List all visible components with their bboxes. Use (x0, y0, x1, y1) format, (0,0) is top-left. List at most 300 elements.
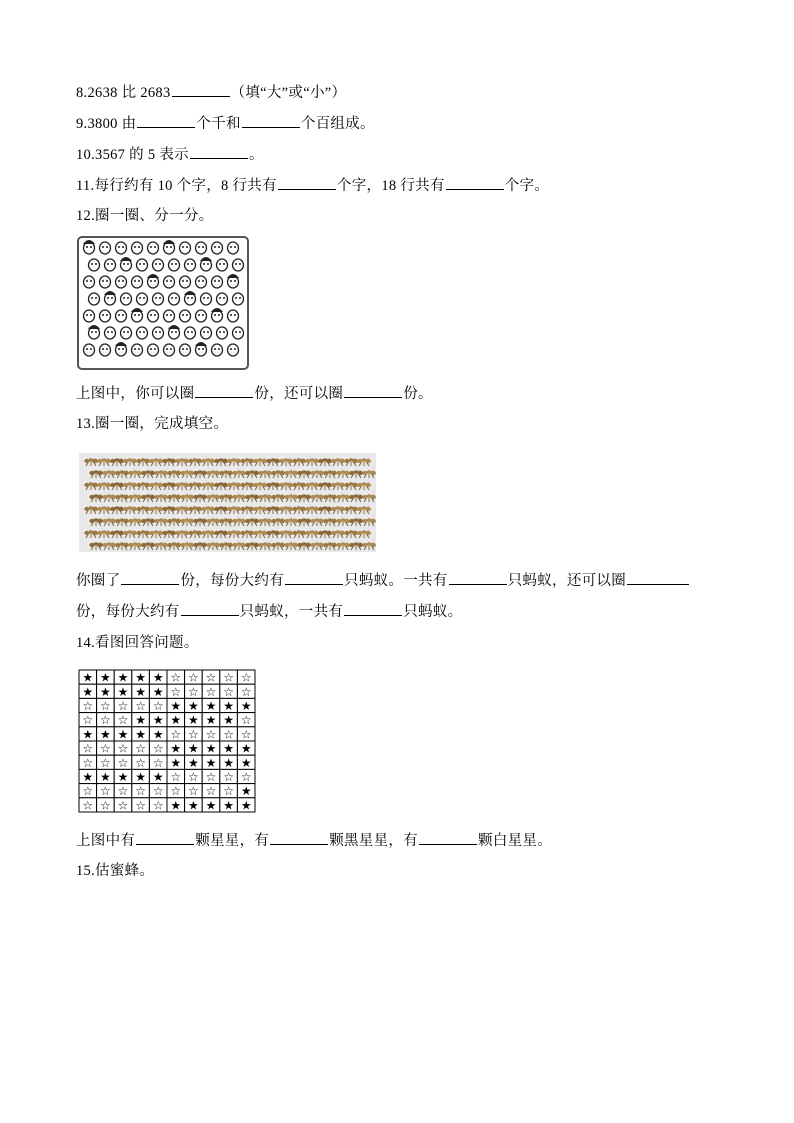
black-star-icon: ★ (240, 741, 252, 756)
ant-icon (318, 458, 332, 466)
face-eye (86, 246, 88, 248)
face-icon (153, 259, 164, 271)
face-eye (214, 314, 216, 316)
ant-icon (232, 542, 246, 550)
black-star-icon: ★ (205, 699, 217, 713)
face-icon (228, 310, 239, 322)
white-star-icon: ☆ (82, 713, 94, 728)
face-eye (175, 263, 177, 265)
face-eye (154, 280, 156, 282)
face-eye (235, 331, 237, 333)
ant-icon (271, 494, 285, 502)
ant-icon (175, 530, 189, 538)
face-eye (91, 297, 93, 299)
face-eye (107, 331, 109, 333)
face-icon (164, 276, 175, 288)
face-eye (95, 263, 97, 265)
ant-icon (232, 470, 246, 478)
umbrella-icon (104, 291, 116, 295)
answer-blank[interactable] (419, 830, 477, 845)
face-icon (105, 259, 116, 271)
ant-icon (141, 470, 155, 478)
face-eye (91, 331, 93, 333)
white-star-icon: ☆ (240, 684, 252, 699)
face-eye (198, 280, 200, 282)
face-icon (169, 259, 180, 271)
ant-icon (292, 530, 306, 538)
face-eye (202, 280, 204, 282)
white-star-icon: ☆ (117, 699, 129, 713)
black-star-icon: ★ (223, 798, 234, 813)
ant-icon (271, 542, 285, 550)
face-eye (111, 331, 113, 333)
face-eye (239, 297, 241, 299)
white-star-icon: ☆ (152, 798, 164, 813)
black-star-icon: ★ (205, 755, 217, 770)
ant-icon (219, 542, 233, 550)
ant-icon (362, 542, 376, 550)
ant-icon (154, 494, 168, 502)
ant-icon (331, 458, 345, 466)
face-eye (107, 297, 109, 299)
face-eye (218, 314, 220, 316)
black-star-icon: ★ (240, 699, 252, 713)
ant-icon (89, 518, 103, 526)
white-star-icon: ☆ (152, 755, 164, 770)
ant-icon (258, 470, 272, 478)
ant-icon (201, 482, 215, 490)
umbrella-icon (163, 240, 175, 244)
answer-blank[interactable] (344, 383, 402, 398)
ant-icon (362, 470, 376, 478)
black-star-icon: ★ (100, 727, 111, 742)
black-star-icon: ★ (152, 684, 164, 699)
ant-icon (284, 542, 298, 550)
face-eye (150, 280, 152, 282)
face-eye (143, 297, 145, 299)
face-icon (185, 327, 196, 339)
face-icon (89, 293, 100, 305)
umbrella-icon (227, 274, 239, 278)
black-star-icon: ★ (205, 741, 217, 756)
face-eye (134, 348, 136, 350)
star-grid (78, 669, 256, 813)
face-icon (196, 242, 207, 254)
face-eye (154, 246, 156, 248)
ant-icon (305, 506, 319, 514)
face-icon (212, 242, 223, 254)
black-star-icon: ★ (117, 684, 129, 699)
ant-icon (149, 506, 163, 514)
ant-icon (89, 542, 103, 550)
ant-icon (279, 482, 293, 490)
ant-icon (331, 530, 345, 538)
face-eye (122, 348, 124, 350)
ant-icon (180, 518, 194, 526)
face-eye (187, 263, 189, 265)
ant-icon (331, 482, 345, 490)
question-13-answer-line1: 你圈了 份，每份大约有 只蚂蚁。一共有 只蚂蚁，还可以圈 (76, 570, 690, 591)
ant-icon (323, 542, 337, 550)
ant-icon (362, 494, 376, 502)
ant-icon (253, 530, 267, 538)
answer-blank[interactable] (136, 830, 194, 845)
ant-icon (115, 494, 128, 502)
black-star-icon: ★ (152, 770, 164, 784)
ant-icon (154, 470, 168, 478)
ant-icon (227, 482, 241, 490)
face-eye (171, 263, 173, 265)
umbrella-icon (211, 308, 223, 312)
face-icon (121, 293, 132, 305)
face-eye (86, 348, 88, 350)
black-star-icon: ★ (170, 713, 182, 728)
ants-picture (79, 453, 376, 552)
face-icon (132, 344, 143, 356)
face-icon (137, 293, 148, 305)
face-eye (171, 331, 173, 333)
face-icon (185, 259, 196, 271)
black-star-icon: ★ (82, 770, 94, 784)
white-star-icon: ☆ (135, 784, 146, 799)
answer-blank[interactable] (190, 144, 248, 159)
ant-icon (292, 506, 306, 514)
answer-blank[interactable] (242, 113, 300, 128)
face-eye (223, 263, 225, 265)
face-eye (223, 297, 225, 299)
face-eye (95, 331, 97, 333)
ant-icon (297, 542, 311, 550)
black-star-icon: ★ (135, 770, 146, 784)
ant-icon (167, 518, 181, 526)
face-icon (132, 276, 143, 288)
ant-icon (175, 458, 189, 466)
ant-icon (357, 506, 371, 514)
black-star-icon: ★ (188, 699, 199, 713)
face-eye (203, 297, 205, 299)
answer-blank[interactable] (278, 175, 336, 190)
face-eye (102, 314, 104, 316)
face-eye (91, 263, 93, 265)
face-eye (186, 314, 188, 316)
ant-icon (128, 470, 142, 478)
ant-icon (305, 458, 319, 466)
ant-icon (154, 518, 168, 526)
face-eye (170, 314, 172, 316)
ant-icon (84, 530, 98, 538)
ant-icon (193, 494, 207, 502)
answer-blank[interactable] (137, 113, 195, 128)
face-icon (164, 310, 175, 322)
black-star-icon: ★ (205, 798, 217, 813)
black-star-icon: ★ (100, 684, 111, 699)
white-star-icon: ☆ (240, 727, 252, 742)
white-star-icon: ☆ (188, 670, 199, 685)
umbrella-icon (184, 291, 196, 295)
ant-icon (227, 530, 241, 538)
face-eye (230, 348, 232, 350)
face-eye (234, 280, 236, 282)
white-star-icon: ☆ (205, 784, 217, 799)
face-icon (233, 293, 244, 305)
ant-icon (344, 530, 358, 538)
ant-icon (219, 518, 233, 526)
face-eye (143, 331, 145, 333)
ant-icon (206, 470, 220, 478)
face-eye (175, 297, 177, 299)
face-eye (150, 246, 152, 248)
ant-icon (284, 494, 298, 502)
ant-icon (253, 506, 267, 514)
face-icon (153, 327, 164, 339)
face-eye (223, 331, 225, 333)
ant-icon (206, 518, 220, 526)
question-8: 8.2638 比 2683 （填“大”或“小”） (76, 82, 346, 103)
ant-icon (123, 506, 136, 514)
ant-icon (214, 458, 228, 466)
white-star-icon: ☆ (240, 770, 252, 784)
white-star-icon: ☆ (82, 741, 94, 756)
white-star-icon: ☆ (100, 741, 111, 756)
ant-icon (188, 530, 202, 538)
white-star-icon: ☆ (135, 798, 146, 813)
white-star-icon: ☆ (100, 713, 111, 728)
face-icon (132, 242, 143, 254)
ant-icon (206, 494, 220, 502)
white-star-icon: ☆ (223, 784, 234, 799)
ant-icon (219, 470, 233, 478)
ant-icon (162, 506, 176, 514)
ant-icon (97, 506, 111, 514)
face-icon (180, 344, 191, 356)
ant-icon (271, 470, 285, 478)
face-eye (218, 246, 220, 248)
face-eye (106, 348, 108, 350)
ant-icon (297, 470, 311, 478)
face-icon (217, 259, 228, 271)
answer-blank[interactable] (344, 601, 402, 616)
face-eye (155, 263, 157, 265)
face-eye (170, 348, 172, 350)
face-eye (191, 263, 193, 265)
answer-blank[interactable] (121, 570, 179, 585)
face-eye (191, 297, 193, 299)
face-eye (170, 280, 172, 282)
face-icon (116, 276, 127, 288)
question-9: 9.3800 由 个千和 个百组成。 (76, 113, 375, 134)
black-star-icon: ★ (117, 727, 129, 742)
face-eye (218, 280, 220, 282)
ant-icon (297, 494, 311, 502)
ant-icon (279, 530, 293, 538)
face-icon (84, 310, 95, 322)
face-icon (164, 344, 175, 356)
ant-icon (141, 518, 155, 526)
face-eye (111, 263, 113, 265)
ant-icon (357, 458, 371, 466)
white-star-icon: ☆ (205, 670, 217, 685)
face-eye (239, 331, 241, 333)
face-icon (148, 242, 159, 254)
face-eye (102, 246, 104, 248)
face-eye (159, 263, 161, 265)
ant-icon (102, 518, 116, 526)
ant-icon (84, 482, 98, 490)
ant-icon (193, 542, 207, 550)
white-star-icon: ☆ (117, 741, 129, 756)
white-star-icon: ☆ (152, 741, 164, 756)
question-13-answer-line2: 份，每份大约有 只蚂蚁，一共有 只蚂蚁。 (76, 601, 462, 622)
face-icon (137, 327, 148, 339)
white-star-icon: ☆ (82, 784, 94, 799)
answer-blank[interactable] (270, 830, 328, 845)
ant-icon (232, 494, 246, 502)
ant-icon (336, 494, 350, 502)
face-eye (102, 280, 104, 282)
face-eye (198, 314, 200, 316)
face-eye (127, 263, 129, 265)
ant-icon (344, 458, 358, 466)
ant-icon (344, 506, 358, 514)
umbrella-icon (131, 308, 143, 312)
face-eye (150, 314, 152, 316)
question-14-answer: 上图中有 颗星星，有 颗黑星星，有 颗白星星。 (76, 830, 552, 851)
ant-icon (97, 482, 111, 490)
black-star-icon: ★ (188, 741, 199, 756)
white-star-icon: ☆ (82, 699, 94, 713)
umbrella-icon (120, 257, 132, 261)
face-eye (118, 246, 120, 248)
white-star-icon: ☆ (135, 699, 146, 713)
face-eye (106, 280, 108, 282)
white-star-icon: ☆ (170, 784, 182, 799)
ant-icon (188, 458, 202, 466)
ant-icon (214, 506, 228, 514)
ant-icon (193, 518, 207, 526)
ant-icon (318, 482, 332, 490)
ant-icon (115, 518, 128, 526)
face-eye (134, 246, 136, 248)
ant-icon (227, 458, 241, 466)
black-star-icon: ★ (170, 798, 182, 813)
ant-icon (240, 530, 254, 538)
face-eye (230, 246, 232, 248)
black-star-icon: ★ (223, 755, 234, 770)
face-eye (95, 297, 97, 299)
ant-icon (310, 518, 324, 526)
face-eye (123, 331, 125, 333)
ant-icon (240, 482, 254, 490)
face-eye (134, 314, 136, 316)
face-eye (166, 348, 168, 350)
face-eye (118, 280, 120, 282)
ant-icon (362, 518, 376, 526)
black-star-icon: ★ (152, 727, 164, 742)
white-star-icon: ☆ (82, 755, 94, 770)
ant-icon (102, 494, 116, 502)
face-eye (150, 348, 152, 350)
ant-icon (136, 458, 150, 466)
face-icon (84, 276, 95, 288)
ant-icon (201, 458, 215, 466)
face-eye (159, 297, 161, 299)
face-eye (239, 263, 241, 265)
face-eye (122, 246, 124, 248)
answer-blank[interactable] (449, 570, 507, 585)
faces-picture (77, 236, 249, 370)
ant-icon (349, 542, 363, 550)
ant-icon (162, 458, 176, 466)
face-icon (180, 310, 191, 322)
face-eye (186, 246, 188, 248)
face-eye (235, 297, 237, 299)
question-12-title: 12.圈一圈、分一分。 (76, 208, 214, 224)
answer-blank[interactable] (627, 570, 689, 585)
face-eye (234, 246, 236, 248)
ant-icon (331, 506, 345, 514)
answer-blank[interactable] (195, 383, 253, 398)
ant-icon (97, 530, 111, 538)
question-10: 10.3567 的 5 表示 。 (76, 144, 264, 165)
face-eye (198, 246, 200, 248)
ant-icon (279, 506, 293, 514)
ant-icon (141, 494, 155, 502)
answer-blank[interactable] (285, 570, 343, 585)
face-eye (187, 331, 189, 333)
face-eye (90, 348, 92, 350)
white-star-icon: ☆ (170, 770, 182, 784)
face-eye (127, 331, 129, 333)
black-star-icon: ★ (170, 741, 182, 756)
face-eye (198, 348, 200, 350)
black-star-icon: ★ (223, 713, 234, 728)
ant-icon (128, 518, 142, 526)
answer-blank[interactable] (172, 82, 230, 97)
ant-icon (89, 494, 103, 502)
question-14-title: 14.看图回答问题。 (76, 635, 199, 651)
face-eye (107, 263, 109, 265)
white-star-icon: ☆ (117, 755, 129, 770)
face-icon (105, 327, 116, 339)
answer-blank[interactable] (181, 601, 239, 616)
answer-blank[interactable] (446, 175, 504, 190)
white-star-icon: ☆ (82, 798, 94, 813)
ant-icon (188, 482, 202, 490)
ant-icon (284, 518, 298, 526)
white-star-icon: ☆ (117, 798, 129, 813)
face-eye (155, 297, 157, 299)
ant-icon (245, 518, 259, 526)
ant-icon (149, 530, 163, 538)
face-eye (182, 280, 184, 282)
ant-icon (253, 458, 267, 466)
face-icon (116, 310, 127, 322)
ant-icon (297, 518, 311, 526)
ant-icon (162, 530, 176, 538)
face-eye (166, 314, 168, 316)
face-icon (148, 344, 159, 356)
face-eye (202, 348, 204, 350)
ant-icon (110, 530, 123, 538)
ant-icon (128, 494, 142, 502)
face-eye (187, 297, 189, 299)
face-eye (154, 348, 156, 350)
white-star-icon: ☆ (188, 727, 199, 742)
black-star-icon: ★ (117, 670, 129, 685)
black-star-icon: ★ (135, 684, 146, 699)
face-icon (233, 259, 244, 271)
ant-icon (258, 494, 272, 502)
